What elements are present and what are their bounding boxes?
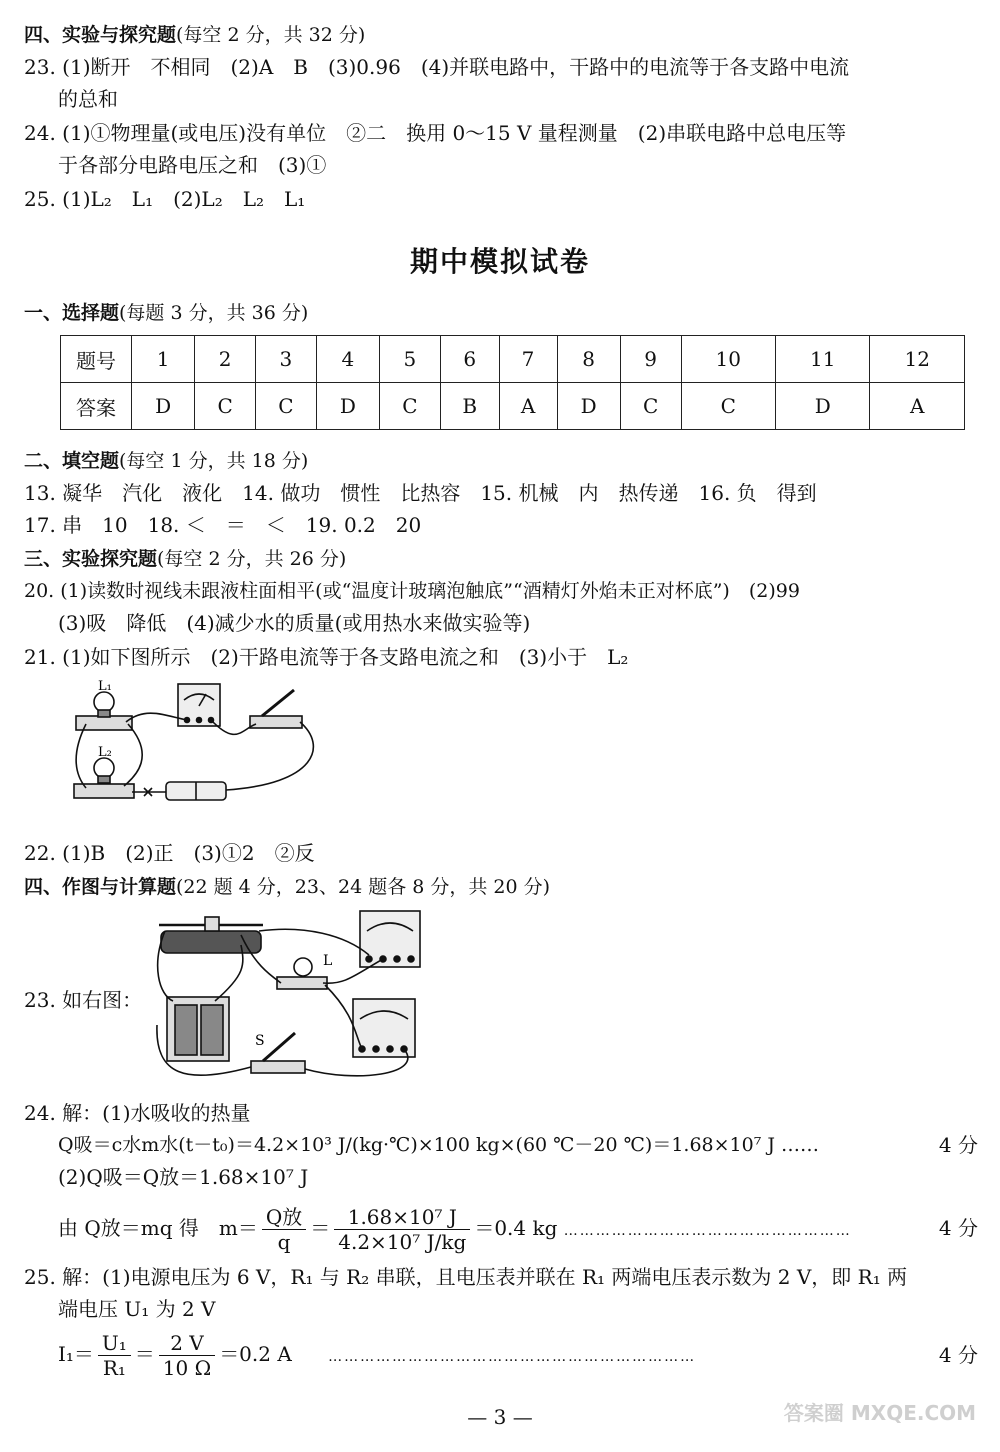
row-label: 题号	[61, 336, 132, 383]
section-header: 三、实验探究题(每空 2 分，共 26 分)	[24, 548, 347, 570]
circuit-figure-1	[66, 676, 336, 828]
table-cell: C	[195, 383, 256, 430]
answer-line: 24. 解：(1)水吸收的热量	[24, 1101, 251, 1125]
table-cell: 8	[557, 336, 620, 383]
table-cell: C	[681, 383, 775, 430]
table-cell: 1	[132, 336, 195, 383]
table-cell: D	[557, 383, 620, 430]
score: 4 分	[938, 1216, 978, 1240]
answer-line: 20. (1)读数时视线未跟液柱面相平(或“温度计玻璃泡触底”“酒精灯外焰未正对杯底”) (2)99	[24, 580, 800, 602]
answer-line: 23. 如右图：	[24, 988, 143, 1012]
table-row	[61, 383, 965, 430]
table-cell: 4	[316, 336, 379, 383]
table-cell: A	[870, 383, 965, 430]
answer-line: 24. (1)①物理量(或电压)没有单位 ②二 换用 0～15 V 量程测量 (2)串联电路中总电压等	[24, 121, 847, 145]
answer-line: 13. 凝华 汽化 液化 14. 做功 惯性 比热容 15. 机械 内 热传递 16. 负 得到	[24, 481, 817, 505]
table-cell: A	[499, 383, 557, 430]
fraction: $\frac{\text{1.68×10⁷ J}}{\text{4.2×10⁷ J/kg}}$	[334, 1205, 470, 1254]
score: 4 分	[938, 1343, 978, 1367]
label-S: S	[255, 1033, 265, 1049]
answer-line: (3)吸 降低 (4)减少水的质量(或用热水来做实验等)	[58, 611, 531, 635]
section-header: 二、填空题(每空 1 分，共 18 分)	[24, 450, 309, 472]
circuit-figure-2	[155, 905, 430, 1087]
score: 4 分	[938, 1133, 978, 1157]
page-title: 期中模拟试卷	[409, 245, 590, 278]
table-cell: D	[132, 383, 195, 430]
formula-line: (2)Q吸＝Q放＝1.68×10⁷ J	[58, 1165, 309, 1189]
answer-line: 21. (1)如下图所示 (2)干路电流等于各支路电流之和 (3)小于 L₂	[24, 645, 629, 669]
table-row	[61, 336, 965, 383]
table-cell: 7	[499, 336, 557, 383]
watermark-logo	[780, 1398, 980, 1448]
page-number: — 3 —	[467, 1405, 533, 1429]
formula-line: I₁＝ $\frac{\text{U₁}}{\text{R₁}}$ ＝ $\frac{2 V}{10 \Omega}$ ＝0.2 A ……………………………………………………………	[58, 1331, 697, 1380]
fraction: $\frac{2 V}{10 \Omega}$	[159, 1331, 215, 1380]
row-label: 答案	[61, 383, 132, 430]
answer-table	[60, 335, 965, 430]
table-cell: C	[380, 383, 441, 430]
table-cell: 11	[775, 336, 869, 383]
table-cell: C	[256, 383, 317, 430]
answer-line: 22. (1)B (2)正 (3)①2 ②反	[24, 841, 315, 865]
label-L2: L₂	[98, 745, 112, 760]
fraction: $\frac{\text{U₁}}{\text{R₁}}$	[98, 1331, 131, 1380]
table-cell: 3	[256, 336, 317, 383]
answer-line: 25. 解：(1)电源电压为 6 V，R₁ 与 R₂ 串联，且电压表并联在 R₁ 两端电压表示数为 2 V，即 R₁ 两	[24, 1265, 908, 1289]
section-header: 四、实验与探究题(每空 2 分，共 32 分)	[24, 24, 366, 46]
answer-line: 端电压 U₁ 为 2 V	[58, 1297, 216, 1321]
table-cell: 5	[380, 336, 441, 383]
answer-line: 于各部分电路电压之和 (3)①	[58, 153, 327, 177]
table-cell: C	[620, 383, 681, 430]
table-cell: 10	[681, 336, 775, 383]
table-cell: 6	[440, 336, 499, 383]
fraction: $\frac{\text{Q放}}{q}$	[262, 1205, 306, 1254]
table-cell: B	[440, 383, 499, 430]
table-cell: 12	[870, 336, 965, 383]
table-cell: 2	[195, 336, 256, 383]
answer-line: 23. (1)断开 不相同 (2)A B (3)0.96 (4)并联电路中，干路中的电流等于各支路中电流	[24, 55, 850, 79]
label-L: L	[323, 953, 333, 969]
section-header: 一、选择题(每题 3 分，共 36 分)	[24, 302, 309, 324]
svg-text:答案圈 MXQE.COM: 答案圈 MXQE.COM	[783, 1401, 977, 1425]
label-L1: L₁	[98, 679, 112, 694]
table-cell: 9	[620, 336, 681, 383]
section-header: 四、作图与计算题(22 题 4 分，23、24 题各 8 分，共 20 分)	[24, 876, 551, 898]
formula-line: 由 Q放＝mq 得 m＝ $\frac{\text{Q放}}{q}$ ＝ $\frac{\text{1.68×10⁷ J}}{\text{4.2×10⁷ J/kg}}$ ＝0.4 kg ………………………………………………	[58, 1205, 852, 1254]
formula-line: Q吸＝c水m水(t－t₀)＝4.2×10³ J/(kg·℃)×100 kg×(60 ℃－20 ℃)＝1.68×10⁷ J ……	[58, 1134, 820, 1156]
answer-line: 的总和	[58, 87, 118, 111]
answer-line: 17. 串 10 18. ＜ ＝ ＜ 19. 0.2 20	[24, 513, 422, 537]
table-cell: D	[316, 383, 379, 430]
table-cell: D	[775, 383, 869, 430]
answer-line: 25. (1)L₂ L₁ (2)L₂ L₂ L₁	[24, 187, 306, 211]
